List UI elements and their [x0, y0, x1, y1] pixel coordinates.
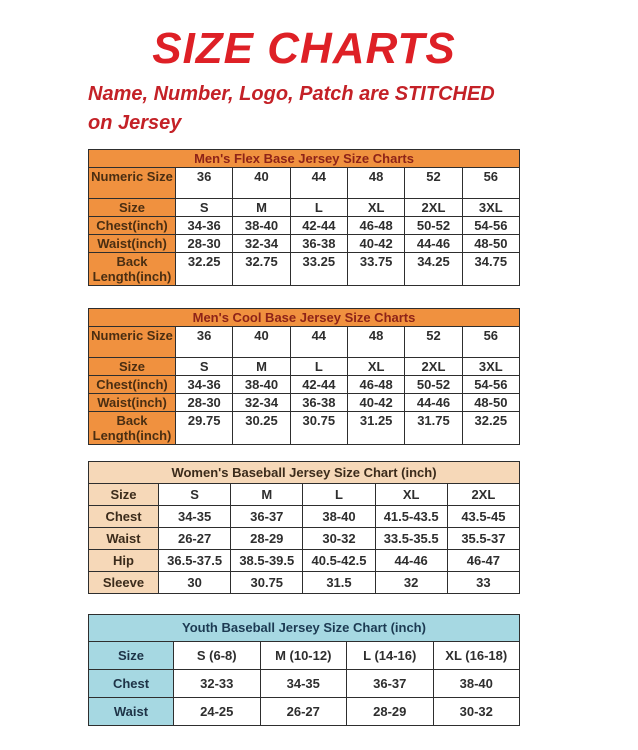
table-row — [89, 549, 520, 571]
size-cell: L (14-16) — [347, 641, 434, 669]
table-row — [89, 411, 520, 444]
size-cell: 48 — [347, 167, 404, 198]
size-cell: 36 — [176, 326, 233, 357]
size-cell: 36-38 — [290, 393, 347, 411]
table-title-row — [89, 614, 520, 641]
size-cell: 52 — [405, 326, 462, 357]
table-row — [89, 234, 520, 252]
size-cell: 40-42 — [347, 393, 404, 411]
row-label: Numeric Size — [89, 326, 176, 357]
size-cell: 44-46 — [375, 549, 447, 571]
size-cell: 28-30 — [176, 234, 233, 252]
page-title: SIZE CHARTS — [152, 24, 456, 73]
size-cell: 30 — [159, 571, 231, 593]
page-subtitle — [88, 80, 638, 137]
size-cell: 48-50 — [462, 234, 519, 252]
page-subtitle-line-2: on Jersey — [88, 111, 182, 134]
size-cell: 30.75 — [231, 571, 303, 593]
size-cell: 36.5-37.5 — [159, 549, 231, 571]
size-cell: 32-34 — [233, 234, 290, 252]
table-row — [89, 393, 520, 411]
size-cell: 44 — [290, 167, 347, 198]
row-label: Chest — [89, 505, 159, 527]
table-row — [89, 641, 520, 669]
size-cell: XL — [347, 198, 404, 216]
table-row — [89, 527, 520, 549]
row-label: Size — [89, 483, 159, 505]
size-cell: 56 — [462, 167, 519, 198]
size-cell: 26-27 — [159, 527, 231, 549]
table-row — [89, 505, 520, 527]
size-cell: 40 — [233, 326, 290, 357]
size-cell: 34.75 — [462, 252, 519, 285]
size-cell: 56 — [462, 326, 519, 357]
row-label: Chest(inch) — [89, 375, 176, 393]
size-cell: 38-40 — [233, 216, 290, 234]
page-header — [0, 0, 638, 137]
size-cell: 32.25 — [176, 252, 233, 285]
table-row — [89, 167, 520, 198]
size-cell: 28-30 — [176, 393, 233, 411]
size-cell: 44-46 — [405, 234, 462, 252]
size-cell: S (6-8) — [174, 641, 261, 669]
mens-cool-base-title: Men's Cool Base Jersey Size Charts — [89, 308, 520, 326]
size-cell: M — [231, 483, 303, 505]
size-cell: 32.25 — [462, 411, 519, 444]
size-cell: 36-37 — [231, 505, 303, 527]
size-cell: 40-42 — [347, 234, 404, 252]
size-cell: 54-56 — [462, 375, 519, 393]
mens-flex-base-table — [88, 149, 520, 286]
size-cell: M (10-12) — [260, 641, 347, 669]
page-subtitle-line-1: Name, Number, Logo, Patch are STITCHED — [88, 83, 495, 106]
size-cell: 32.75 — [233, 252, 290, 285]
womens-baseball-title: Women's Baseball Jersey Size Chart (inch) — [89, 461, 520, 483]
size-cell: 46-48 — [347, 216, 404, 234]
size-cell: 50-52 — [405, 375, 462, 393]
table-row — [89, 483, 520, 505]
table-row — [89, 571, 520, 593]
size-cell: M — [233, 357, 290, 375]
size-cell: 31.5 — [303, 571, 375, 593]
size-cell: 36-38 — [290, 234, 347, 252]
size-cell: 34.25 — [405, 252, 462, 285]
table-row — [89, 252, 520, 285]
youth-baseball-table — [88, 614, 520, 726]
size-cell: 42-44 — [290, 216, 347, 234]
size-cell: 3XL — [462, 198, 519, 216]
size-cell: 46-47 — [447, 549, 519, 571]
row-label: Waist(inch) — [89, 393, 176, 411]
row-label: Waist — [89, 527, 159, 549]
size-cell: M — [233, 198, 290, 216]
row-label: Waist — [89, 697, 174, 725]
size-cell: 33.5-35.5 — [375, 527, 447, 549]
table-row — [89, 669, 520, 697]
size-cell: 42-44 — [290, 375, 347, 393]
size-cell: L — [290, 198, 347, 216]
size-cell: 48 — [347, 326, 404, 357]
size-cell: 30.25 — [233, 411, 290, 444]
size-cell: 36-37 — [347, 669, 434, 697]
size-cell: 44 — [290, 326, 347, 357]
row-label: Size — [89, 357, 176, 375]
size-cell: 3XL — [462, 357, 519, 375]
size-cell: 52 — [405, 167, 462, 198]
mens-flex-base-title: Men's Flex Base Jersey Size Charts — [89, 149, 520, 167]
size-cell: 30.75 — [290, 411, 347, 444]
size-cell: 26-27 — [260, 697, 347, 725]
table-title-row — [89, 308, 520, 326]
row-label: Waist(inch) — [89, 234, 176, 252]
size-cell: 2XL — [405, 198, 462, 216]
mens-cool-base-table — [88, 308, 520, 445]
row-label: Back Length(inch) — [89, 252, 176, 285]
size-cell: XL — [375, 483, 447, 505]
size-cell: 36 — [176, 167, 233, 198]
size-cell: 31.25 — [347, 411, 404, 444]
row-label: Chest(inch) — [89, 216, 176, 234]
table-row — [89, 198, 520, 216]
size-cell: 32 — [375, 571, 447, 593]
size-cell: XL (16-18) — [433, 641, 520, 669]
size-cell: 32-34 — [233, 393, 290, 411]
size-cell: 40 — [233, 167, 290, 198]
table-title-row — [89, 461, 520, 483]
size-cell: 34-36 — [176, 216, 233, 234]
size-cell: 35.5-37 — [447, 527, 519, 549]
size-cell: 30-32 — [433, 697, 520, 725]
size-cell: 38-40 — [433, 669, 520, 697]
size-cell: 34-35 — [159, 505, 231, 527]
size-cell: 48-50 — [462, 393, 519, 411]
table-row — [89, 357, 520, 375]
row-label: Numeric Size — [89, 167, 176, 198]
size-cell: 24-25 — [174, 697, 261, 725]
size-cell: S — [159, 483, 231, 505]
womens-baseball-table — [88, 461, 520, 594]
size-cell: 43.5-45 — [447, 505, 519, 527]
table-row — [89, 697, 520, 725]
size-charts — [88, 137, 520, 726]
size-cell: S — [176, 198, 233, 216]
row-label: Back Length(inch) — [89, 411, 176, 444]
row-label: Size — [89, 198, 176, 216]
row-label: Size — [89, 641, 174, 669]
row-label: Hip — [89, 549, 159, 571]
table-row — [89, 326, 520, 357]
size-cell: 34-36 — [176, 375, 233, 393]
row-label: Sleeve — [89, 571, 159, 593]
size-cell: 41.5-43.5 — [375, 505, 447, 527]
size-cell: 30-32 — [303, 527, 375, 549]
table-row — [89, 375, 520, 393]
size-cell: 33 — [447, 571, 519, 593]
size-cell: 38.5-39.5 — [231, 549, 303, 571]
size-cell: 54-56 — [462, 216, 519, 234]
size-cell: 50-52 — [405, 216, 462, 234]
size-cell: 28-29 — [231, 527, 303, 549]
size-cell: 34-35 — [260, 669, 347, 697]
size-cell: 33.25 — [290, 252, 347, 285]
size-cell: 31.75 — [405, 411, 462, 444]
size-cell: 38-40 — [233, 375, 290, 393]
size-cell: L — [303, 483, 375, 505]
size-cell: 46-48 — [347, 375, 404, 393]
size-cell: 2XL — [447, 483, 519, 505]
size-cell: 33.75 — [347, 252, 404, 285]
size-cell: 38-40 — [303, 505, 375, 527]
size-cell: XL — [347, 357, 404, 375]
youth-baseball-title: Youth Baseball Jersey Size Chart (inch) — [89, 614, 520, 641]
size-cell: 29.75 — [176, 411, 233, 444]
size-cell: 44-46 — [405, 393, 462, 411]
table-row — [89, 216, 520, 234]
row-label: Chest — [89, 669, 174, 697]
size-cell: L — [290, 357, 347, 375]
table-title-row — [89, 149, 520, 167]
size-cell: 28-29 — [347, 697, 434, 725]
size-cell: 40.5-42.5 — [303, 549, 375, 571]
size-cell: 2XL — [405, 357, 462, 375]
size-cell: 32-33 — [174, 669, 261, 697]
size-cell: S — [176, 357, 233, 375]
